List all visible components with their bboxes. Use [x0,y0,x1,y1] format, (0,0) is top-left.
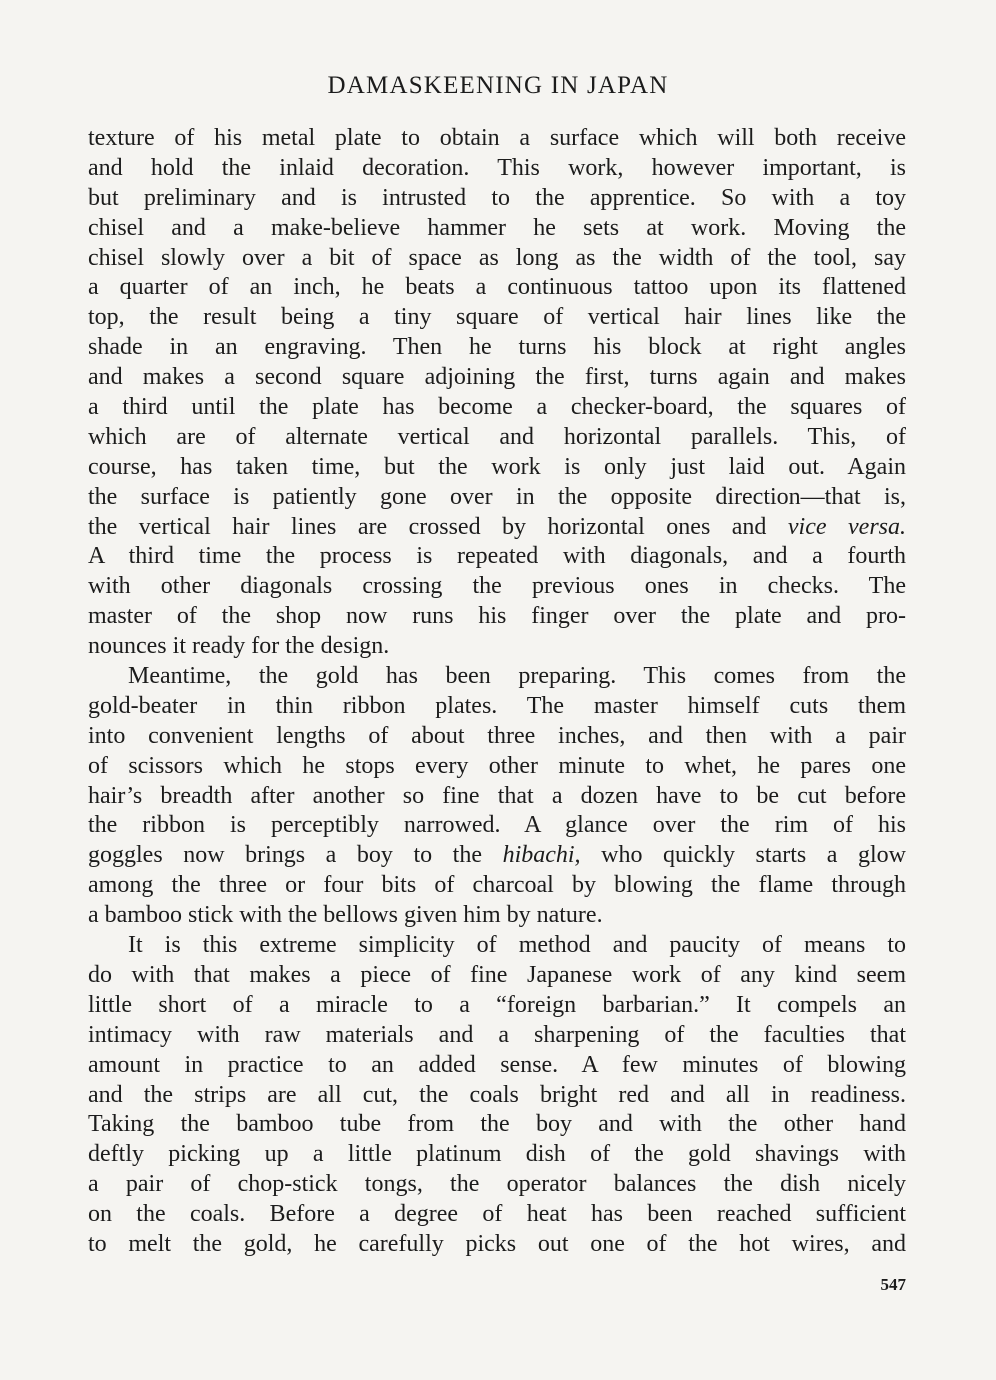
text-line: amount in practice to an added sense. A few minutes of blowing [88,1051,906,1078]
page-number: 547 [880,1275,906,1294]
text-segment: who quickly starts a glow [580,842,906,869]
text-line: chisel slowly over a bit of space as long as the width of the tool, say [88,244,906,271]
text-line: intimacy with raw materials and a sharpening of the faculties that [88,1021,906,1048]
text-line: Meantime, the gold has been preparing. This comes from the [128,663,906,690]
text-line: little short of a miracle to a “foreign barbarian.” It compels an [88,991,906,1018]
text-line [88,513,906,543]
running-head: DAMASKEENING IN JAPAN [327,72,669,99]
body-text [88,124,906,1260]
text-line: top, the result being a tiny square of vertical hair lines like the [88,304,906,331]
text-line: among the three or four bits of charcoal by blowing the flame through [88,872,906,899]
paragraph-1 [88,124,906,662]
text-line: a pair of chop-stick tongs, the operator balances the dish nicely [88,1171,906,1198]
text-line: and hold the inlaid decoration. This work, however important, is [88,154,906,181]
text-line: gold-beater in thin ribbon plates. The master himself cuts them [88,692,906,719]
text-line: shade in an engraving. Then he turns his block at right angles [88,334,906,361]
text-line [88,841,906,871]
text-line: a bamboo stick with the bellows given him by nature. [88,902,603,929]
text-segment: goggles now brings a boy to the [88,842,503,869]
text-line: master of the shop now runs his finger over the plate and pro- [88,603,906,630]
text-line: and the strips are all cut, the coals bright red and all in readiness. [88,1081,906,1108]
text-line: into convenient lengths of about three inches, and then with a pair [88,722,906,749]
text-line: do with that makes a piece of fine Japanese work of any kind seem [88,961,906,988]
text-line: to melt the gold, he carefully picks out one of the hot wires, and [88,1230,906,1257]
text-line: the surface is patiently gone over in the opposite direction—that is, [88,483,906,510]
text-line: It is this extreme simplicity of method and paucity of means to [128,932,906,959]
italic-phrase: vice versa. [787,513,906,540]
text-line: on the coals. Before a degree of heat has been reached sufficient [88,1201,906,1228]
text-line: with other diagonals crossing the previous ones in checks. The [88,573,906,600]
paragraph-3 [88,931,906,1260]
text-line: hair’s breadth after another so fine that a dozen have to be cut before [88,782,906,809]
text-line: a third until the plate has become a checker-board, the squares of [88,394,906,421]
text-line: Taking the bamboo tube from the boy and with the other hand [88,1111,906,1138]
text-line: A third time the process is repeated with diagonals, and a fourth [88,543,906,570]
text-line: but preliminary and is intrusted to the apprentice. So with a toy [88,184,906,211]
paragraph-2 [88,662,906,931]
italic-phrase: hibachi, [502,842,581,869]
text-line: nounces it ready for the design. [88,633,390,660]
text-line: texture of his metal plate to obtain a surface which will both receive [88,125,906,151]
text-line: deftly picking up a little platinum dish of the gold shavings with [88,1141,906,1168]
text-segment: the vertical hair lines are crossed by horizontal ones and [88,513,788,540]
text-line: chisel and a make-believe hammer he sets at work. Moving the [88,214,906,241]
text-line: of scissors which he stops every other minute to whet, he pares one [88,752,906,779]
text-line: a quarter of an inch, he beats a continuous tattoo upon its flattened [88,274,906,301]
text-line: which are of alternate vertical and horizontal parallels. This, of [88,423,906,450]
text-line: the ribbon is perceptibly narrowed. A glance over the rim of his [88,812,906,839]
text-line: and makes a second square adjoining the first, turns again and makes [88,364,906,391]
text-line: course, has taken time, but the work is only just laid out. Again [88,453,906,480]
